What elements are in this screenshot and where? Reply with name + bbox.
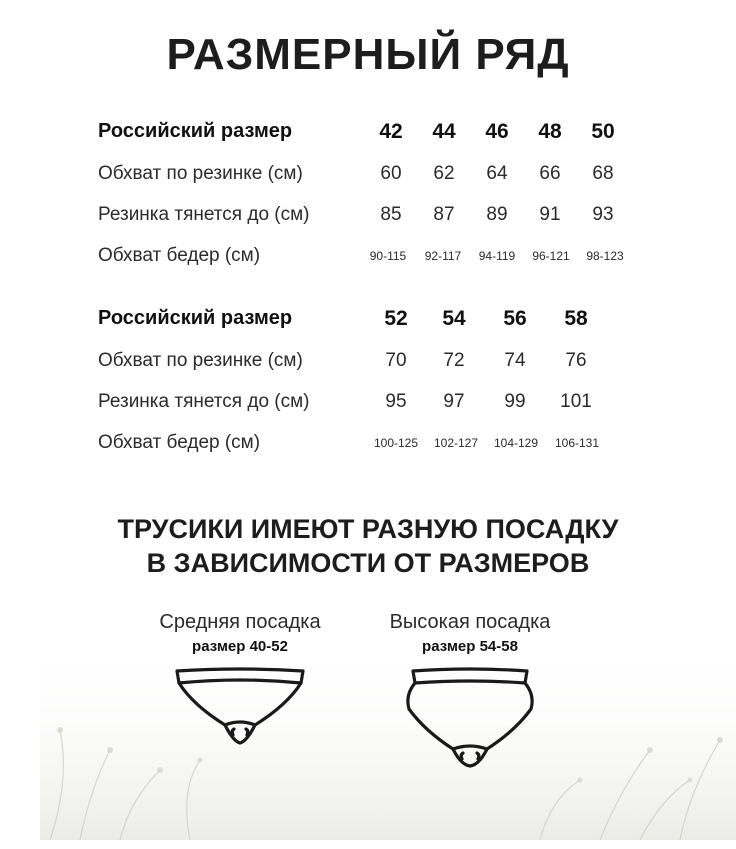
value-cell: 70 [385,350,407,371]
row-label: Резинка тянется до (см) [98,204,310,225]
size-cell: 48 [538,120,562,143]
value-cell: 100-125 [373,436,419,450]
value-cell: 76 [565,350,587,371]
value-cell: 93 [592,204,614,225]
table-row [98,204,658,234]
row-label: Резинка тянется до (см) [98,391,310,412]
value-cell: 72 [443,350,465,371]
value-cell: 95 [385,391,407,412]
fit-size: размер 40-52 [192,638,288,655]
fit-size: размер 54-58 [422,638,518,655]
value-cell: 87 [433,204,455,225]
value-cell: 99 [504,391,526,412]
fit-heading-line-2: В ЗАВИСИМОСТИ ОТ РАЗМЕРОВ [146,548,590,578]
high-rise-briefs-icon [403,665,537,771]
size-cell: 56 [503,307,527,330]
size-cell: 58 [564,307,588,330]
value-cell: 68 [592,163,614,184]
value-cell: 90-115 [369,249,407,263]
size-cell: 52 [384,307,408,330]
value-cell: 102-127 [433,436,479,450]
table-row [98,432,658,462]
header-label: Российский размер [98,307,293,329]
fit-medium [140,611,340,749]
fit-high [370,611,570,771]
value-cell: 64 [486,163,508,184]
value-cell: 74 [504,350,526,371]
table-header-row [98,120,658,150]
value-cell: 62 [433,163,455,184]
value-cell: 91 [539,204,561,225]
value-cell: 104-129 [493,436,539,450]
table-row [98,350,658,380]
fit-heading-line-1: ТРУСИКИ ИМЕЮТ РАЗНУЮ ПОСАДКУ [117,514,619,544]
value-cell: 85 [380,204,402,225]
value-cell: 97 [443,391,465,412]
row-label: Обхват бедер (см) [98,245,261,266]
row-label: Обхват бедер (см) [98,432,261,453]
value-cell: 98-123 [586,249,624,263]
fit-heading [0,512,736,580]
value-cell: 60 [380,163,402,184]
size-cell: 44 [432,120,456,143]
fit-name: Высокая посадка [389,611,551,633]
value-cell: 94-119 [478,249,516,263]
row-label: Обхват по резинке (см) [98,350,303,371]
header-label: Российский размер [98,120,293,142]
page-title: РАЗМЕРНЫЙ РЯД [166,30,570,79]
value-cell: 106-131 [554,436,600,450]
value-cell: 101 [560,391,592,412]
size-cell: 54 [442,307,466,330]
medium-rise-briefs-icon [173,665,307,749]
table-row [98,245,658,275]
table-row [98,163,658,193]
value-cell: 96-121 [532,249,570,263]
table-row [98,391,658,421]
size-cell: 50 [591,120,615,143]
table-header-row [98,307,658,337]
value-cell: 89 [486,204,508,225]
value-cell: 66 [539,163,561,184]
row-label: Обхват по резинке (см) [98,163,303,184]
fit-name: Средняя посадка [159,611,321,633]
value-cell: 92-117 [424,249,462,263]
size-cell: 46 [485,120,509,143]
size-cell: 42 [379,120,403,143]
